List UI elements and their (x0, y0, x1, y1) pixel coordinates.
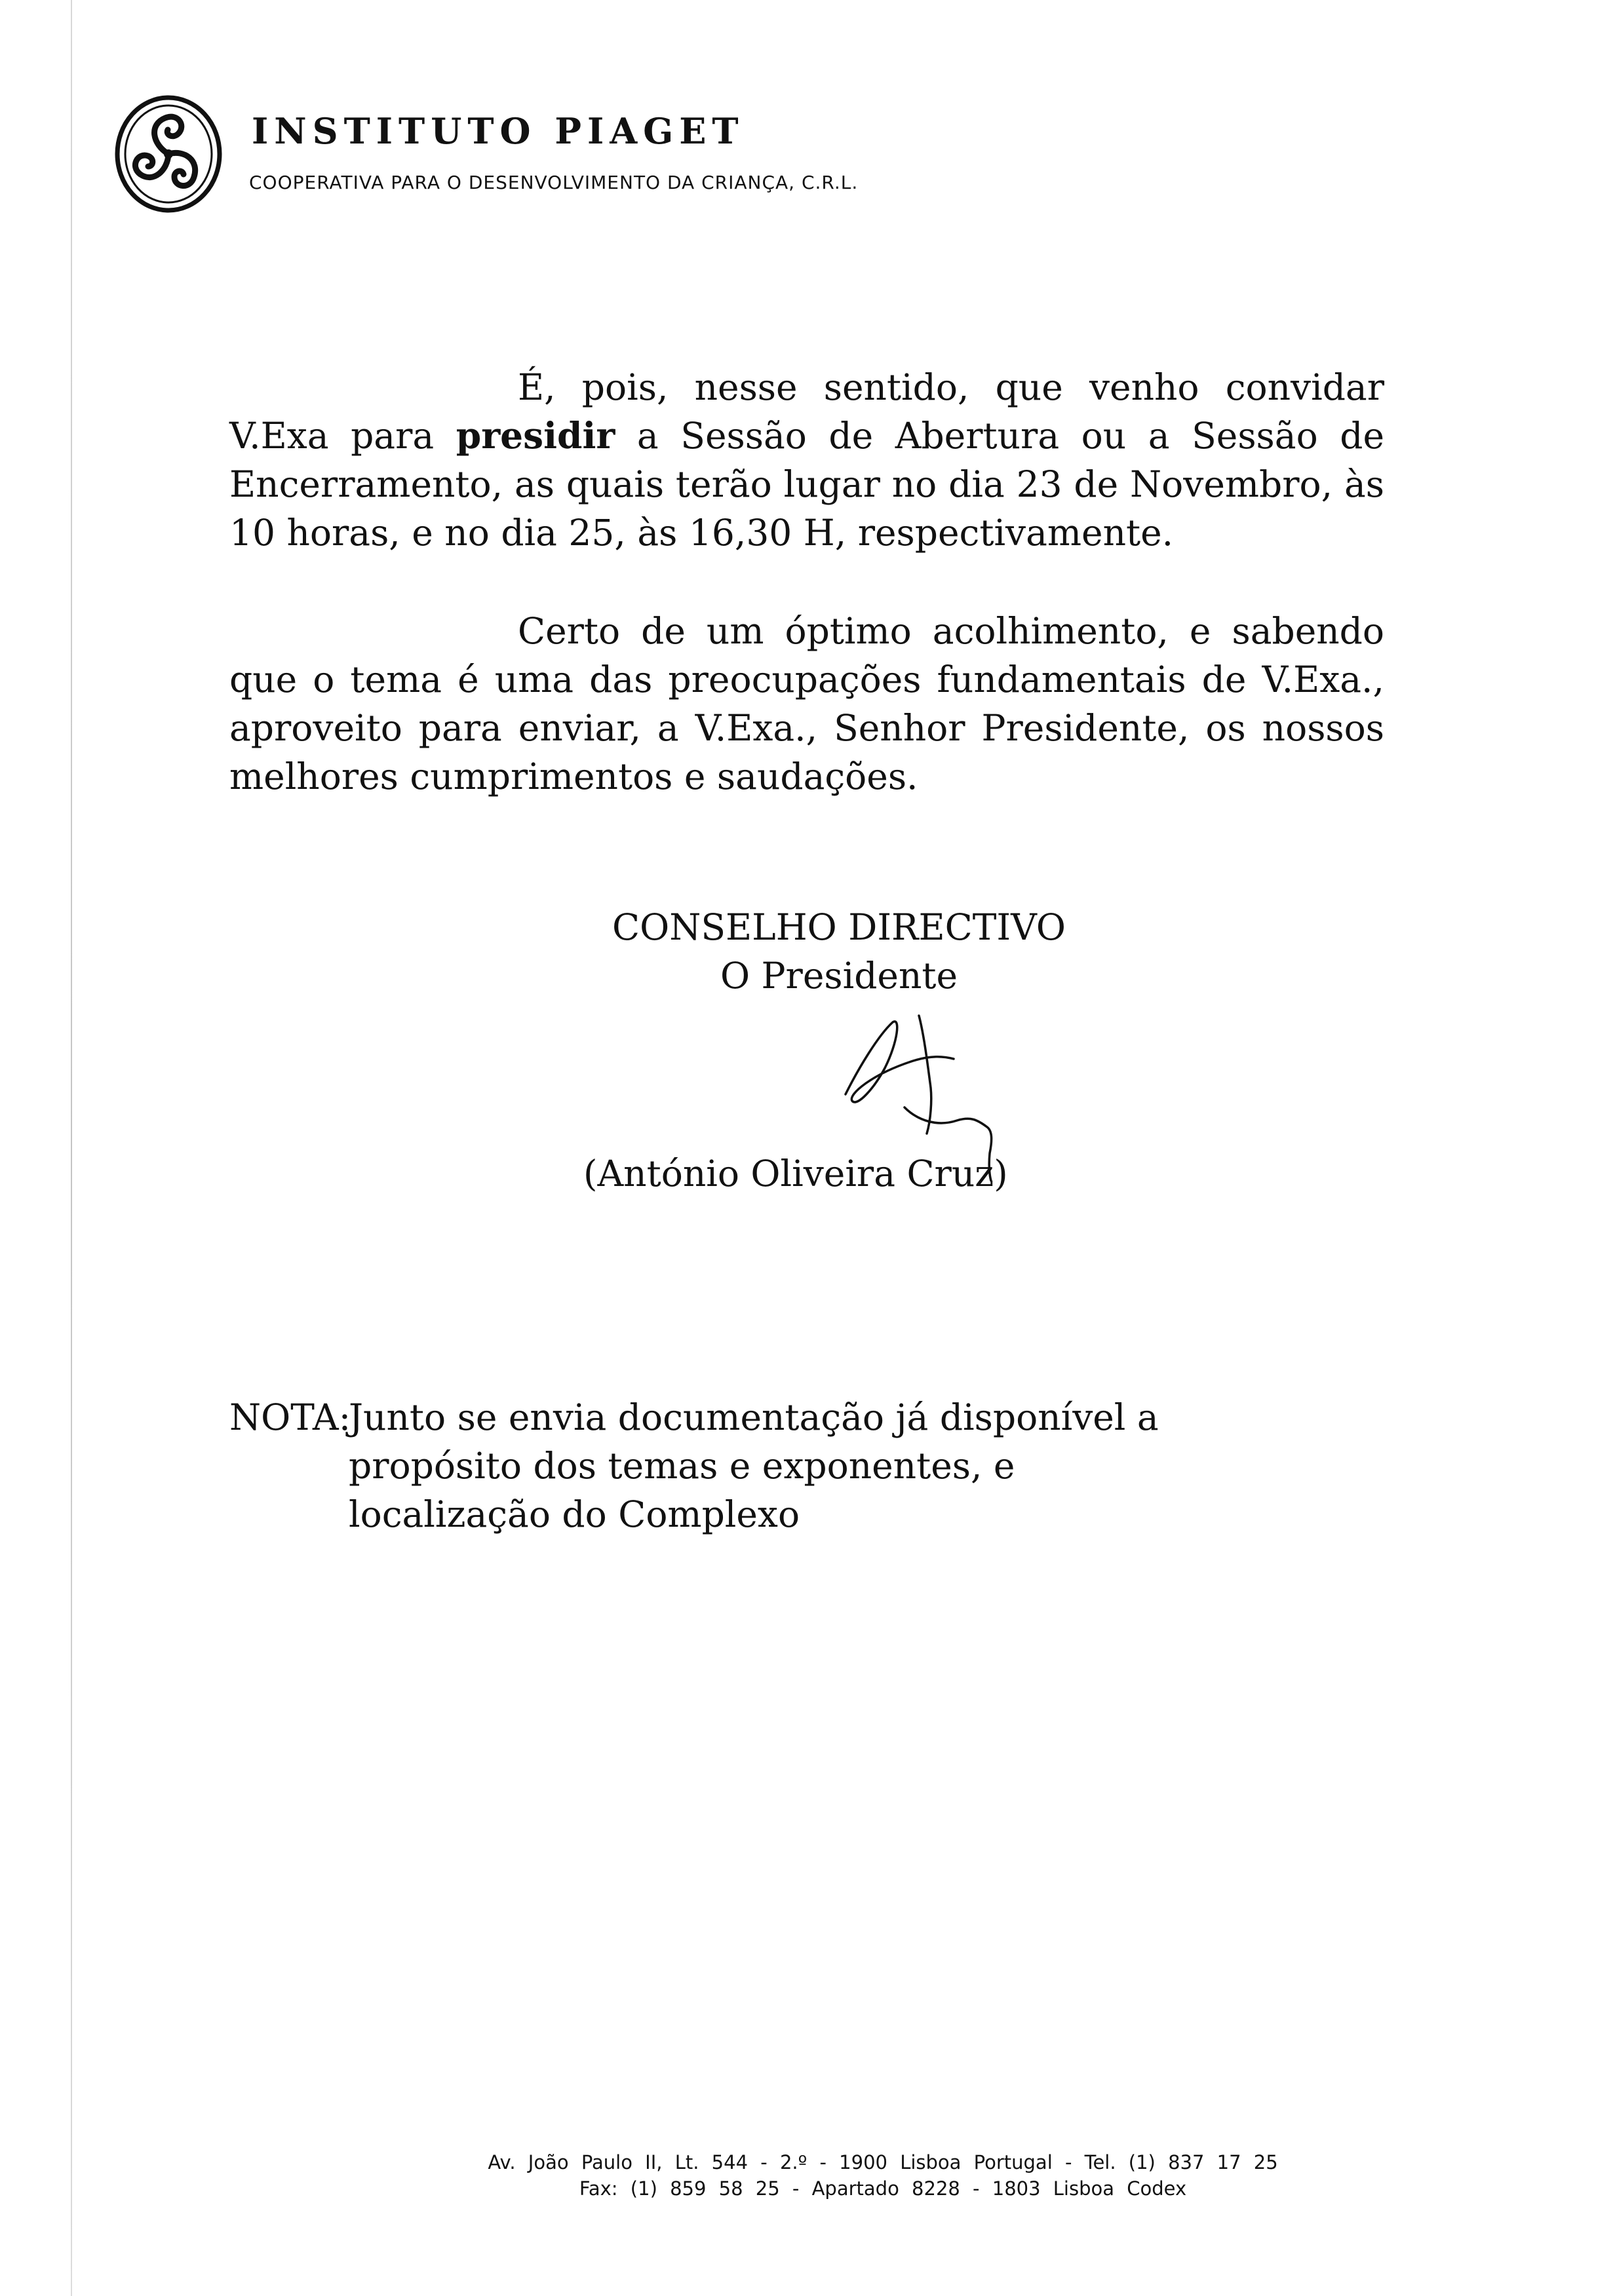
page-edge (71, 0, 72, 2296)
paragraph-closing (229, 607, 1384, 801)
note-label: NOTA: (229, 1396, 351, 1438)
closing-text: Certo de um óptimo acolhimento, e sabendo que o tema é uma das preocupações fundamentais de V.Exa., aproveito para enviar, a V.Exa., Senhor Presidente, os nossos melhores cumprimentos e saudações. (229, 610, 1384, 797)
signature-block (564, 903, 1114, 1000)
invitation-bold-word: presidir (456, 414, 615, 457)
note-text: Junto se envia documentação já disponível a propósito dos temas e exponentes, e localização do Complexo (349, 1396, 1159, 1535)
invitation-text-end: a Sessão de Abertura ou a Sessão de Encerramento, as quais terão lugar no dia 23 de Novembro, às 10 horas, e no dia 25, às 16,30 H, respectivamente. (229, 415, 1385, 554)
invitation-text-start: É, pois, nesse sentido, que venho convidar V.Exa para (229, 366, 1384, 457)
footer-address: Av. João Paulo II, Lt. 544 - 2.º - 1900 Lisboa Portugal - Tel. (1) 837 17 25 (488, 2151, 1278, 2173)
signer-role: O Presidente (720, 955, 958, 997)
footer-fax: Fax: (1) 859 58 25 - Apartado 8228 - 1803 Lisboa Codex (579, 2177, 1187, 2200)
footer (0, 2149, 1615, 2202)
signer-name: (António Oliveira Cruz) (583, 1153, 1008, 1195)
org-subtitle: COOPERATIVA PARA O DESENVOLVIMENTO DA CRIANÇA, C.R.L. (249, 172, 859, 193)
triskele-logo-icon (113, 92, 224, 216)
paragraph-invitation (229, 363, 1384, 557)
org-name: INSTITUTO PIAGET (252, 110, 745, 152)
council-title: CONSELHO DIRECTIVO (612, 906, 1066, 948)
